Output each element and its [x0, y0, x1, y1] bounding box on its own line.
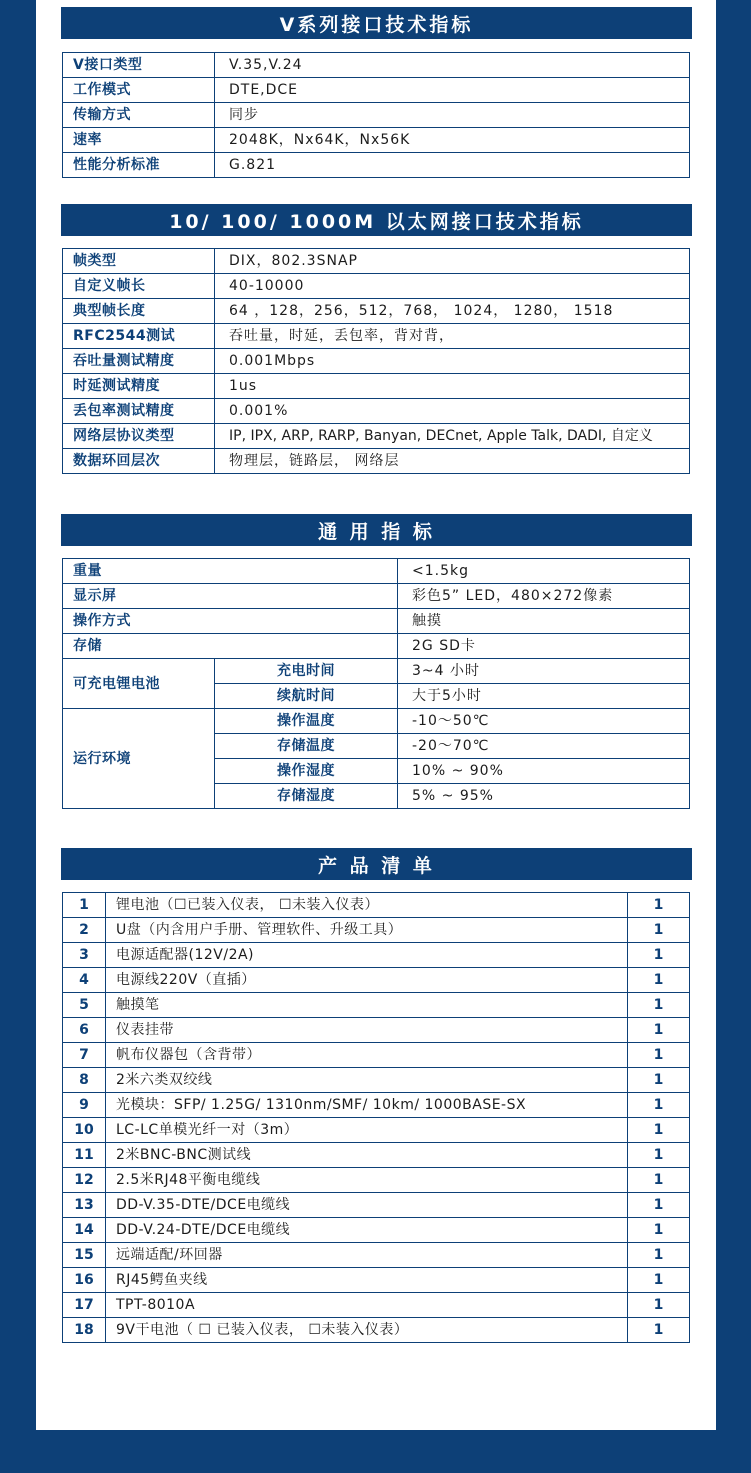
product-quantity: 1	[628, 1268, 690, 1293]
product-number: 15	[63, 1243, 106, 1268]
spec-row	[63, 103, 690, 128]
spec-value: 64 ，128，256，512，768， 1024， 1280， 1518	[215, 299, 690, 324]
v-series-table	[62, 52, 690, 178]
battery-group-label: 可充电锂电池	[63, 659, 215, 709]
product-name: U盘（内含用户手册、管理软件、升级工具）	[106, 918, 628, 943]
product-number: 2	[63, 918, 106, 943]
spec-label: V接口类型	[63, 53, 215, 78]
spec-value: 1us	[215, 374, 690, 399]
spec-label: 自定义帧长	[63, 274, 215, 299]
product-number: 13	[63, 1193, 106, 1218]
product-name: 光模块：SFP/ 1.25G/ 1310nm/SMF/ 10km/ 1000BASE-SX	[106, 1093, 628, 1118]
product-quantity: 1	[628, 1093, 690, 1118]
product-row	[63, 1093, 690, 1118]
product-row	[63, 1168, 690, 1193]
spec-value: G.821	[215, 153, 690, 178]
spec-row	[63, 324, 690, 349]
environment-group-label: 运行环境	[63, 709, 215, 809]
product-row	[63, 1218, 690, 1243]
products-title: 产 品 清 单	[61, 848, 692, 880]
spec-row	[63, 249, 690, 274]
spec-sublabel: 续航时间	[215, 684, 398, 709]
product-row	[63, 993, 690, 1018]
product-number: 16	[63, 1268, 106, 1293]
product-number: 7	[63, 1043, 106, 1068]
product-quantity: 1	[628, 1118, 690, 1143]
product-number: 17	[63, 1293, 106, 1318]
spec-row	[63, 128, 690, 153]
spec-value: -10～50℃	[398, 709, 690, 734]
product-number: 14	[63, 1218, 106, 1243]
spec-label: 典型帧长度	[63, 299, 215, 324]
spec-value: DIX，802.3SNAP	[215, 249, 690, 274]
spec-value: 40-10000	[215, 274, 690, 299]
product-name: RJ45鳄鱼夹线	[106, 1268, 628, 1293]
products-table	[62, 892, 690, 1343]
spec-label: 网络层协议类型	[63, 424, 215, 449]
product-number: 10	[63, 1118, 106, 1143]
spec-row	[63, 659, 690, 684]
product-number: 12	[63, 1168, 106, 1193]
product-row	[63, 893, 690, 918]
spec-label: 丢包率测试精度	[63, 399, 215, 424]
spec-sublabel: 充电时间	[215, 659, 398, 684]
product-name: TPT-8010A	[106, 1293, 628, 1318]
spec-label: 性能分析标准	[63, 153, 215, 178]
product-quantity: 1	[628, 1243, 690, 1268]
product-name: 帆布仪器包（含背带）	[106, 1043, 628, 1068]
spec-label: 操作方式	[63, 609, 398, 634]
spec-value: 3~4 小时	[398, 659, 690, 684]
general-table	[62, 558, 690, 809]
product-row	[63, 1268, 690, 1293]
product-number: 1	[63, 893, 106, 918]
spec-value: 0.001%	[215, 399, 690, 424]
spec-value: 彩色5” LED，480×272像素	[398, 584, 690, 609]
spec-label: 帧类型	[63, 249, 215, 274]
spec-row	[63, 399, 690, 424]
spec-row	[63, 709, 690, 734]
product-row	[63, 1243, 690, 1268]
product-quantity: 1	[628, 893, 690, 918]
spec-row	[63, 374, 690, 399]
spec-row	[63, 449, 690, 474]
spec-row	[63, 299, 690, 324]
spec-label: 存储	[63, 634, 398, 659]
product-row	[63, 1193, 690, 1218]
product-quantity: 1	[628, 1043, 690, 1068]
product-name: 锂电池（☐已装入仪表， ☐未装入仪表）	[106, 893, 628, 918]
product-quantity: 1	[628, 918, 690, 943]
product-name: 电源线220V（直插）	[106, 968, 628, 993]
product-row	[63, 968, 690, 993]
product-number: 11	[63, 1143, 106, 1168]
spec-value: IP, IPX, ARP, RARP, Banyan, DECnet, Apple Talk, DADI, 自定义	[215, 424, 690, 449]
product-number: 9	[63, 1093, 106, 1118]
product-name: DD-V.35-DTE/DCE电缆线	[106, 1193, 628, 1218]
spec-value: 10% ~ 90%	[398, 759, 690, 784]
product-number: 4	[63, 968, 106, 993]
product-quantity: 1	[628, 993, 690, 1018]
spec-row	[63, 349, 690, 374]
spec-row	[63, 609, 690, 634]
product-name: 2米BNC-BNC测试线	[106, 1143, 628, 1168]
product-row	[63, 1068, 690, 1093]
spec-row	[63, 634, 690, 659]
spec-label: 吞吐量测试精度	[63, 349, 215, 374]
spec-value: 5% ~ 95%	[398, 784, 690, 809]
product-row	[63, 918, 690, 943]
product-quantity: 1	[628, 968, 690, 993]
product-quantity: 1	[628, 1143, 690, 1168]
spec-label: 重量	[63, 559, 398, 584]
product-row	[63, 1118, 690, 1143]
spec-sublabel: 操作湿度	[215, 759, 398, 784]
general-title: 通 用 指 标	[61, 514, 692, 546]
spec-row	[63, 274, 690, 299]
spec-row	[63, 584, 690, 609]
spec-value: 2G SD卡	[398, 634, 690, 659]
v-series-title: V系列接口技术指标	[61, 7, 692, 39]
product-name: 电源适配器(12V/2A)	[106, 943, 628, 968]
product-row	[63, 1318, 690, 1343]
ethernet-table	[62, 248, 690, 474]
spec-label: 显示屏	[63, 584, 398, 609]
product-row	[63, 1143, 690, 1168]
product-name: 9V干电池（ ☐ 已装入仪表， ☐未装入仪表）	[106, 1318, 628, 1343]
spec-label: 传输方式	[63, 103, 215, 128]
product-quantity: 1	[628, 1293, 690, 1318]
product-quantity: 1	[628, 1068, 690, 1093]
product-row	[63, 1018, 690, 1043]
product-number: 5	[63, 993, 106, 1018]
spec-row	[63, 78, 690, 103]
spec-value: 同步	[215, 103, 690, 128]
product-name: DD-V.24-DTE/DCE电缆线	[106, 1218, 628, 1243]
spec-row	[63, 53, 690, 78]
spec-row	[63, 153, 690, 178]
spec-sublabel: 存储温度	[215, 734, 398, 759]
spec-value: V.35,V.24	[215, 53, 690, 78]
product-name: LC-LC单模光纤一对（3m）	[106, 1118, 628, 1143]
spec-value: -20～70℃	[398, 734, 690, 759]
product-number: 18	[63, 1318, 106, 1343]
product-quantity: 1	[628, 1218, 690, 1243]
spec-label: RFC2544测试	[63, 324, 215, 349]
spec-value: 2048K，Nx64K，Nx56K	[215, 128, 690, 153]
spec-value: 大于5小时	[398, 684, 690, 709]
product-row	[63, 1043, 690, 1068]
spec-value: 吞吐量，时延，丢包率，背对背，	[215, 324, 690, 349]
product-quantity: 1	[628, 1193, 690, 1218]
product-name: 2米六类双绞线	[106, 1068, 628, 1093]
spec-label: 工作模式	[63, 78, 215, 103]
spec-value: 物理层，链路层， 网络层	[215, 449, 690, 474]
spec-sublabel: 存储湿度	[215, 784, 398, 809]
product-number: 3	[63, 943, 106, 968]
product-name: 远端适配/环回器	[106, 1243, 628, 1268]
product-quantity: 1	[628, 1018, 690, 1043]
spec-value: <1.5kg	[398, 559, 690, 584]
product-row	[63, 1293, 690, 1318]
spec-value: DTE,DCE	[215, 78, 690, 103]
product-number: 8	[63, 1068, 106, 1093]
product-name: 仪表挂带	[106, 1018, 628, 1043]
spec-sublabel: 操作温度	[215, 709, 398, 734]
spec-label: 速率	[63, 128, 215, 153]
product-quantity: 1	[628, 1168, 690, 1193]
product-name: 2.5米RJ48平衡电缆线	[106, 1168, 628, 1193]
product-quantity: 1	[628, 1318, 690, 1343]
product-quantity: 1	[628, 943, 690, 968]
product-name: 触摸笔	[106, 993, 628, 1018]
spec-value: 0.001Mbps	[215, 349, 690, 374]
spec-row	[63, 559, 690, 584]
ethernet-title: 10/ 100/ 1000M 以太网接口技术指标	[61, 204, 692, 236]
product-row	[63, 943, 690, 968]
spec-label: 时延测试精度	[63, 374, 215, 399]
spec-label: 数据环回层次	[63, 449, 215, 474]
spec-row	[63, 424, 690, 449]
spec-value: 触摸	[398, 609, 690, 634]
product-number: 6	[63, 1018, 106, 1043]
